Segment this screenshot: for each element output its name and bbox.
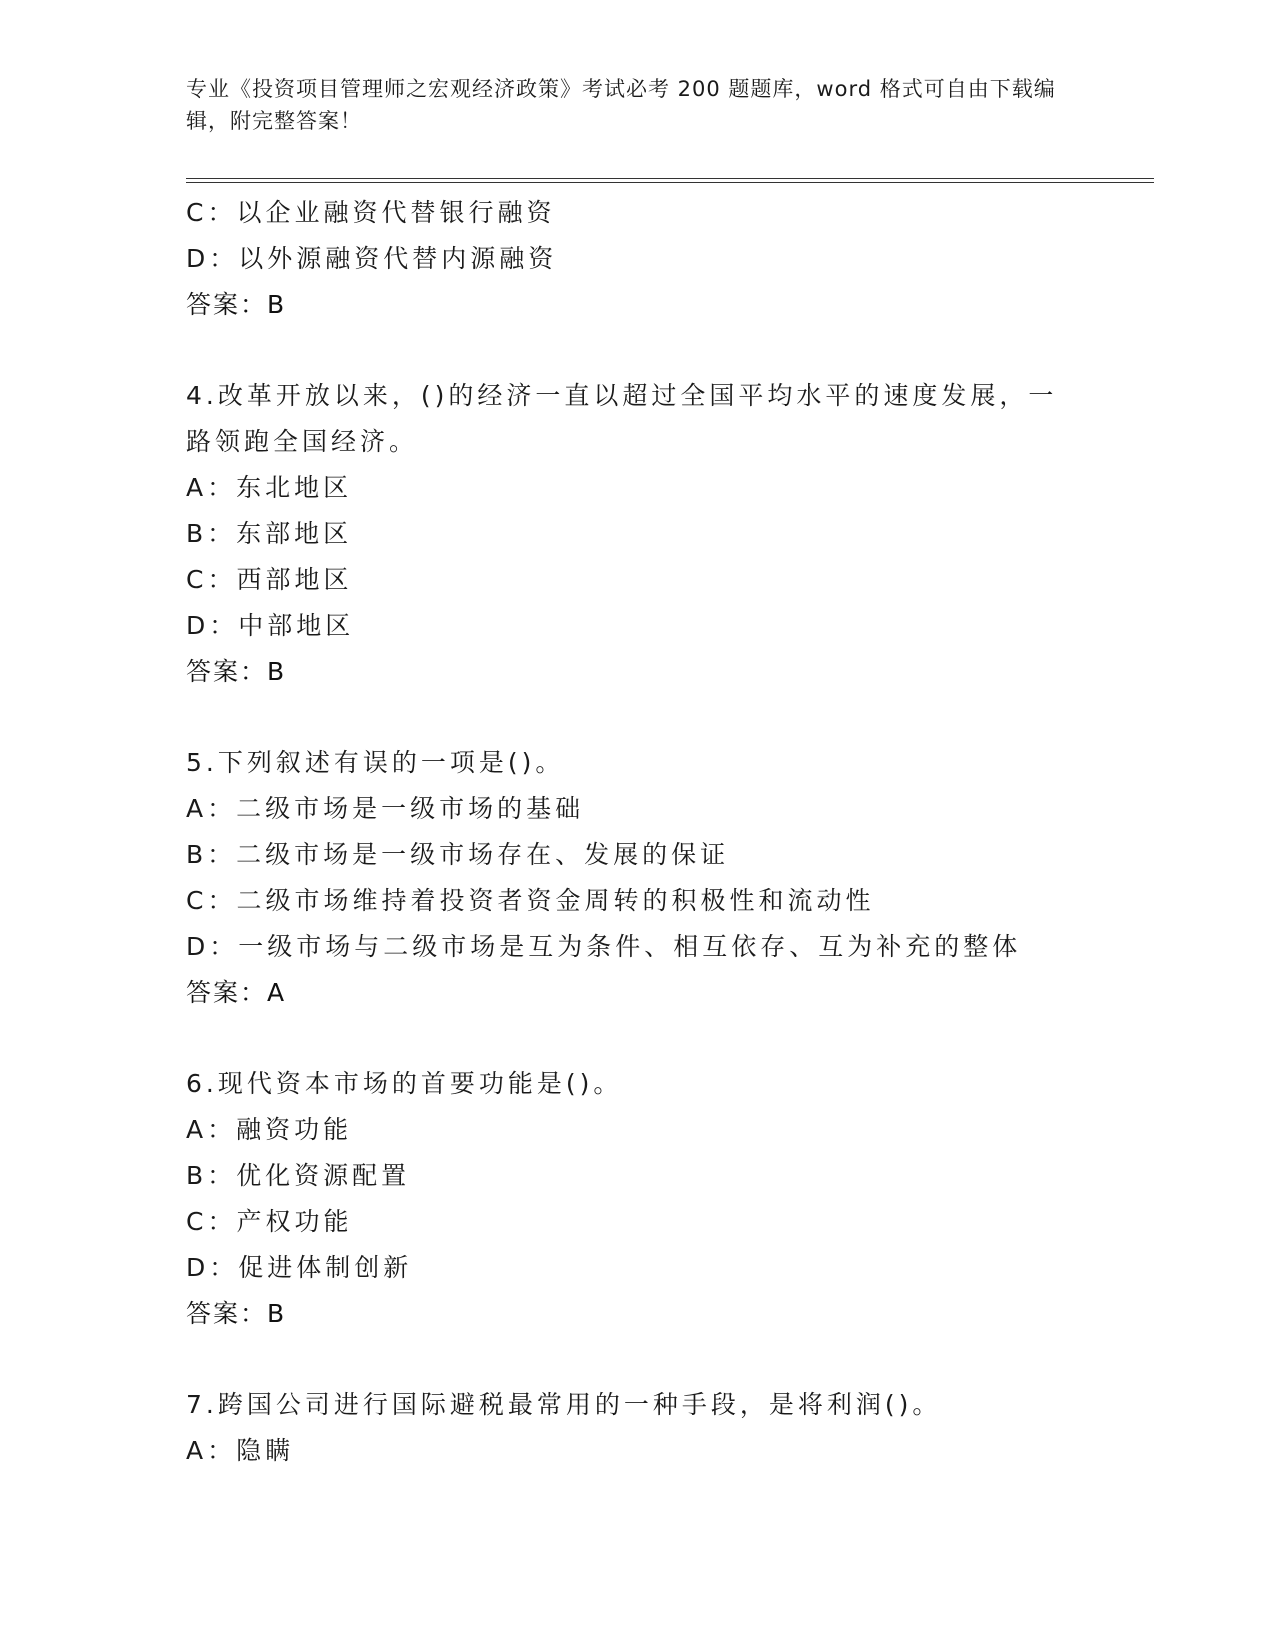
question-block: [186, 740, 1086, 1016]
option-d: D：一级市场与二级市场是互为条件、相互依存、互为补充的整体: [186, 932, 1022, 961]
option-a: A：二级市场是一级市场的基础: [186, 794, 585, 823]
spacer: [186, 1337, 1086, 1382]
answer-line: 答案：B: [186, 1299, 287, 1328]
option-a: A：东北地区: [186, 473, 353, 502]
option-b: B：东部地区: [186, 519, 353, 548]
option-c: C：西部地区: [186, 565, 353, 594]
option-c: C：产权功能: [186, 1207, 353, 1236]
question-block: [186, 373, 1086, 695]
option-b: B：二级市场是一级市场存在、发展的保证: [186, 840, 730, 869]
option-c: C：以企业融资代替银行融资: [186, 198, 556, 227]
option-d: D：促进体制创新: [186, 1253, 413, 1282]
question-stem: 4.改革开放以来，()的经济一直以超过全国平均水平的速度发展，一路领跑全国经济。: [186, 381, 1058, 456]
option-a: A：隐瞒: [186, 1436, 295, 1465]
question-block: [186, 1061, 1086, 1337]
document-header: 专业《投资项目管理师之宏观经济政策》考试必考 200 题题库，word 格式可自由下载编辑，附完整答案！: [186, 77, 1056, 133]
question-stem: 7.跨国公司进行国际避税最常用的一种手段，是将利润()。: [186, 1390, 942, 1419]
option-a: A：融资功能: [186, 1115, 353, 1144]
spacer: [186, 328, 1086, 373]
option-b: B：优化资源配置: [186, 1161, 411, 1190]
option-d: D：中部地区: [186, 611, 355, 640]
question-stem: 5.下列叙述有误的一项是()。: [186, 748, 565, 777]
option-d: D：以外源融资代替内源融资: [186, 244, 558, 273]
answer-line: 答案：B: [186, 657, 287, 686]
question-block: [186, 1382, 1086, 1474]
answer-line: 答案：A: [186, 978, 287, 1007]
spacer: [186, 695, 1086, 740]
spacer: [186, 1016, 1086, 1061]
header-rule-top: [186, 178, 1154, 179]
header-rule-bottom: [186, 182, 1154, 183]
question-block-partial: [186, 190, 1086, 328]
question-list: [186, 190, 1086, 1474]
question-stem: 6.现代资本市场的首要功能是()。: [186, 1069, 623, 1098]
answer-line: 答案：B: [186, 290, 287, 319]
option-c: C：二级市场维持着投资者资金周转的积极性和流动性: [186, 886, 875, 915]
